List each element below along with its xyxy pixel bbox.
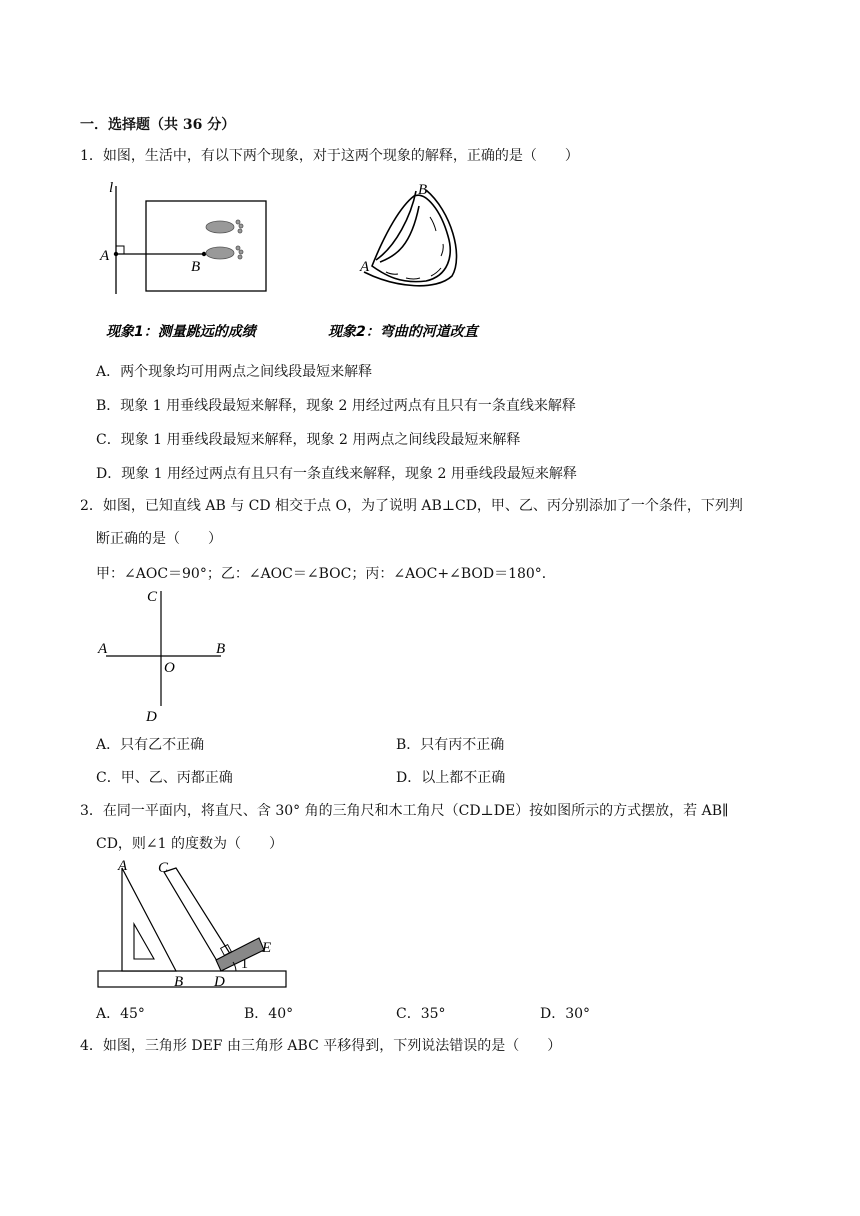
fig1-label-a: A bbox=[100, 248, 110, 264]
question-2-stem-line2: 断正确的是（ ） bbox=[96, 531, 222, 547]
fig2-label-a: A bbox=[360, 259, 370, 275]
question-3-option-b[interactable]: B．40° bbox=[244, 1006, 294, 1022]
question-1-option-d[interactable]: D．现象 1 用经过两点有且只有一条直线来解释，现象 2 用垂线段最短来解释 bbox=[96, 466, 577, 482]
fig1-label-l: l bbox=[109, 180, 114, 196]
fig-q2-label-c: C bbox=[147, 589, 158, 605]
question-2-stem-line1: 2．如图，已知直线 AB 与 CD 相交于点 O，为了说明 AB⊥CD，甲、乙、丙分别添加了一个条件，下列判 bbox=[80, 498, 743, 514]
fig-q3-label-c: C bbox=[158, 860, 169, 876]
question-2-conditions: 甲：∠AOC＝90°；乙：∠AOC＝∠BOC；丙：∠AOC+∠BOD＝180°． bbox=[96, 566, 556, 582]
fig-q2-label-o: O bbox=[164, 660, 175, 676]
question-1-figure bbox=[96, 176, 506, 346]
question-2-option-d[interactable]: D．以上都不正确 bbox=[396, 770, 506, 786]
question-3-figure-svg bbox=[96, 856, 296, 996]
question-3-stem-line2: CD，则∠1 的度数为（ ） bbox=[96, 836, 284, 852]
fig-q2-label-b: B bbox=[216, 641, 226, 657]
fig-q3-label-e: E bbox=[262, 940, 272, 956]
question-1-option-a[interactable]: A．两个现象均可用两点之间线段最短来解释 bbox=[96, 364, 373, 380]
figure-caption-2: 现象2：弯曲的河道改直 bbox=[328, 324, 478, 340]
question-3-option-d[interactable]: D．30° bbox=[540, 1006, 591, 1022]
fig2-label-b: B bbox=[418, 182, 428, 198]
question-2-figure-svg bbox=[96, 586, 236, 726]
question-2-option-c[interactable]: C．甲、乙、丙都正确 bbox=[96, 770, 233, 786]
fig-q3-label-1: 1 bbox=[241, 957, 248, 972]
question-2-option-a[interactable]: A．只有乙不正确 bbox=[96, 737, 205, 753]
question-3-option-a[interactable]: A．45° bbox=[96, 1006, 145, 1022]
question-4-stem: 4．如图，三角形 DEF 由三角形 ABC 平移得到，下列说法错误的是（ ） bbox=[80, 1038, 562, 1054]
section-title: 一．选择题（共 36 分） bbox=[80, 117, 236, 133]
fig-q3-label-d: D bbox=[214, 974, 225, 990]
fig-q2-label-d: D bbox=[146, 709, 157, 725]
fig-q3-label-a: A bbox=[118, 858, 128, 874]
figure-caption-1: 现象1：测量跳远的成绩 bbox=[106, 324, 256, 340]
fig-q2-label-a: A bbox=[98, 641, 108, 657]
question-1-figure-svg bbox=[96, 176, 506, 346]
question-1-option-c[interactable]: C．现象 1 用垂线段最短来解释，现象 2 用两点之间线段最短来解释 bbox=[96, 432, 521, 448]
question-3-option-c[interactable]: C．35° bbox=[396, 1006, 446, 1022]
question-2-figure bbox=[96, 586, 236, 726]
question-3-stem-line1: 3．在同一平面内，将直尺、含 30° 角的三角尺和木工角尺（CD⊥DE）按如图所示的方式摆放，若 AB∥ bbox=[80, 803, 729, 819]
question-1-stem: 1．如图，生活中，有以下两个现象，对于这两个现象的解释，正确的是（ ） bbox=[80, 148, 579, 164]
fig1-label-b: B bbox=[191, 259, 201, 275]
question-2-option-b[interactable]: B．只有丙不正确 bbox=[396, 737, 505, 753]
fig-q3-label-b: B bbox=[174, 974, 184, 990]
question-1-option-b[interactable]: B．现象 1 用垂线段最短来解释，现象 2 用经过两点有且只有一条直线来解释 bbox=[96, 398, 576, 414]
question-3-figure bbox=[96, 856, 296, 996]
